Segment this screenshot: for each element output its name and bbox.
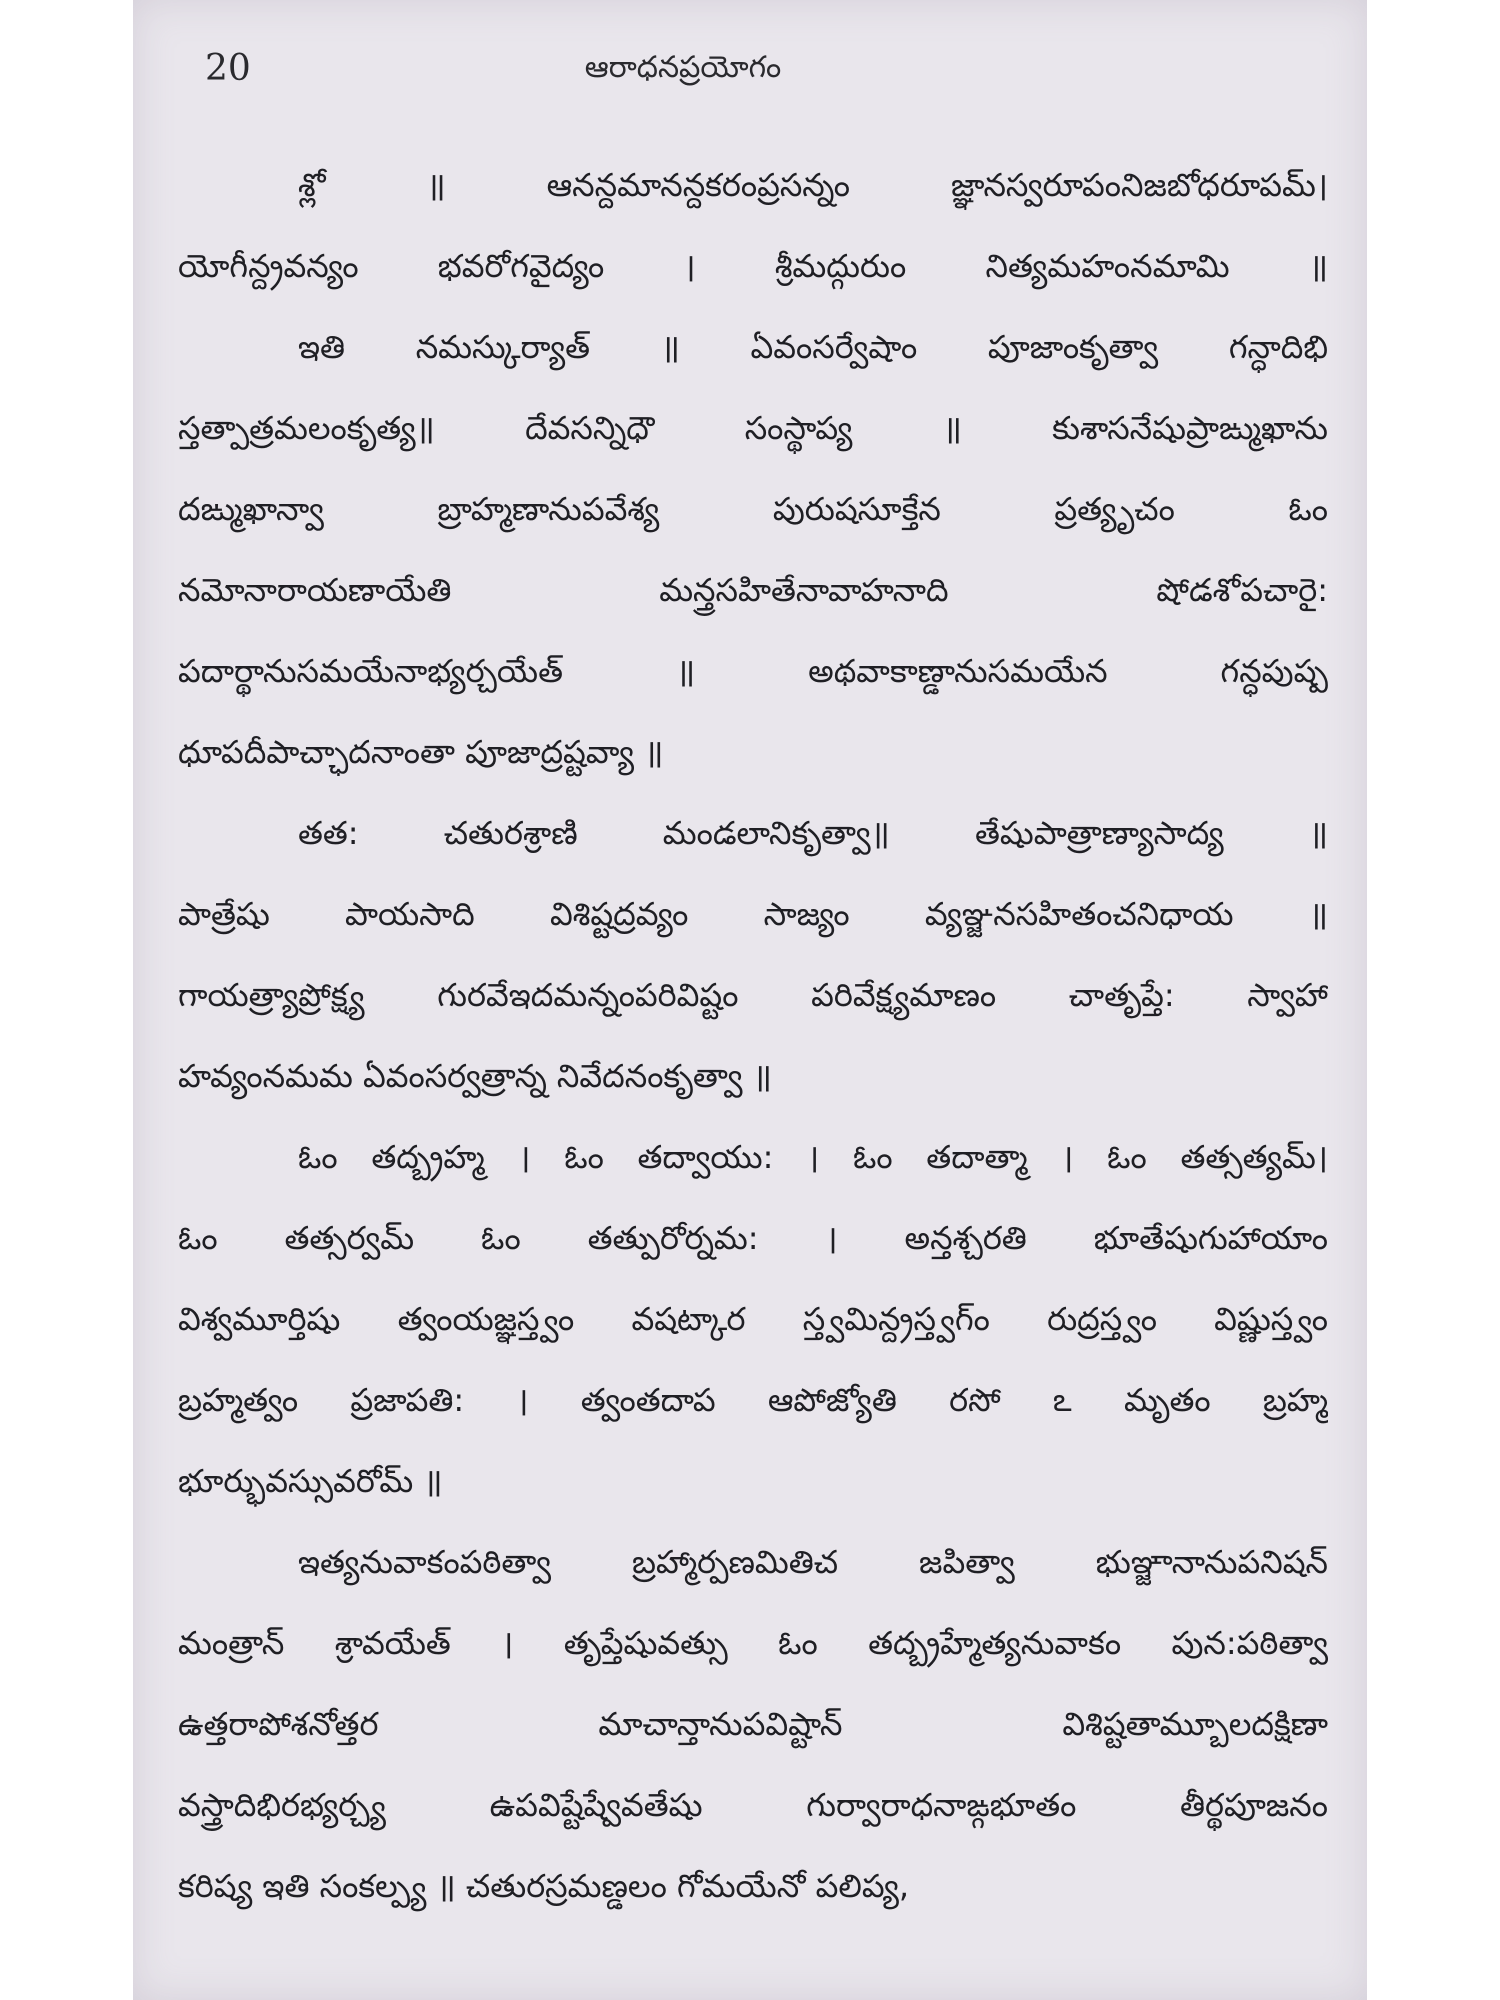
text-line: ఇత్యనువాకంపఠిత్వా బ్రహ్మార్పణమితిచ జపిత్వా భుఞ్జానానుపనిషన్ xyxy=(298,1543,1328,1581)
page-header xyxy=(133,48,1367,108)
body-text xyxy=(178,145,1328,1927)
text-line: భూర్భువస్సువరోమ్ ॥ xyxy=(178,1462,443,1500)
text-line: శ్లో ॥ ఆనన్దమానన్దకరంప్రసన్నం జ్ఞానస్వరూపంనిజబోధరూపమ్। xyxy=(298,166,1328,204)
running-title: ఆరాధనప్రయోగం xyxy=(584,50,782,85)
text-line: యోగీన్ద్రవన్యం భవరోగవైద్యం । శ్రీమద్గురుం నిత్యమహంనమామి ॥ xyxy=(178,247,1328,285)
text-line: గాయత్ర్యాప్రోక్ష్య గురవేఇదమన్నంపరివిష్టం పరివేక్ష్యమాణం చాతృప్తే: స్వాహా xyxy=(178,976,1328,1014)
text-line: హవ్యంనమమ ఏవంసర్వత్రాన్న నివేదనంకృత్వా ॥ xyxy=(178,1057,772,1095)
text-line: స్తత్పాత్రమలంకృత్య॥ దేవసన్నిధౌ సంస్థాప్య ॥ కుశాసనేషుప్రాఙ్ముఖాను xyxy=(178,409,1328,447)
text-line: పాత్రేషు పాయసాది విశిష్టద్రవ్యం సాజ్యం వ్యఞ్జనసహితంచనిధాయ ॥ xyxy=(178,895,1328,933)
text-line: విశ్వమూర్తిషు త్వంయజ్ఞస్త్వం వషట్కార స్త్వమిన్ద్రస్త్వగ్ం రుద్రస్త్వం విష్ణుస్త్వం xyxy=(178,1300,1328,1338)
text-line: దఙ్ముఖాన్వా బ్రాహ్మణానుపవేశ్య పురుషసూక్తేన ప్రత్యృచం ఓం xyxy=(178,490,1328,528)
text-line: వస్త్రాదిభిరభ్యర్చ్య ఉపవిష్టేష్వేవతేషు గుర్వారాధనాఙ్గభూతం తీర్థపూజనం xyxy=(178,1786,1328,1824)
text-line: తత: చతురశ్రాణి మండలానికృత్వా॥ తేషుపాత్రాణ్యాసాద్య ॥ xyxy=(298,814,1328,852)
text-line: కరిష్య ఇతి సంకల్ప్య ॥ చతురస్రమణ్డలం గోమయేనో పలిప్య, xyxy=(178,1867,910,1905)
page-number: 20 xyxy=(205,48,251,89)
text-line: ఓం తద్బ్రహ్మ । ఓం తద్వాయు: । ఓం తదాత్మా । ఓం తత్సత్యమ్। xyxy=(298,1138,1328,1176)
text-line: ధూపదీపాచ్ఛాదనాంతా పూజాద్రష్టవ్యా ॥ xyxy=(178,733,664,771)
text-line: ఉత్తరాపోశనోత్తర మాచాన్తానుపవిష్టాన్ విశిష్టతామ్బూలదక్షిణా xyxy=(178,1705,1328,1743)
text-line: పదార్థానుసమయేనాభ్యర్చయేత్ ॥ అథవాకాణ్డానుసమయేన గన్ధపుష్ప xyxy=(178,652,1328,690)
text-line: ఓం తత్సర్వమ్ ఓం తత్పురోర్నమ: । అన్తశ్చరతి భూతేషుగుహాయాం xyxy=(178,1219,1328,1257)
book-page xyxy=(133,0,1367,2000)
text-line: మంత్రాన్ శ్రావయేత్ । తృప్తేషువత్సు ఓం తద్బ్రహ్మేత్యనువాకం పున:పఠిత్వా xyxy=(178,1624,1328,1662)
text-line: బ్రహ్మత్వం ప్రజాపతి: । త్వంతదాప ఆపోజ్యోతి రసో ఽ మృతం బ్రహ్మ xyxy=(178,1381,1328,1419)
text-line: నమోనారాయణాయేతి మన్త్రసహితేనావాహనాది షోడశోపచారై: xyxy=(178,571,1328,609)
text-line: ఇతి నమస్కుర్యాత్ ॥ ఏవంసర్వేషాం పూజాంకృత్వా గన్ధాదిభి xyxy=(298,328,1328,366)
